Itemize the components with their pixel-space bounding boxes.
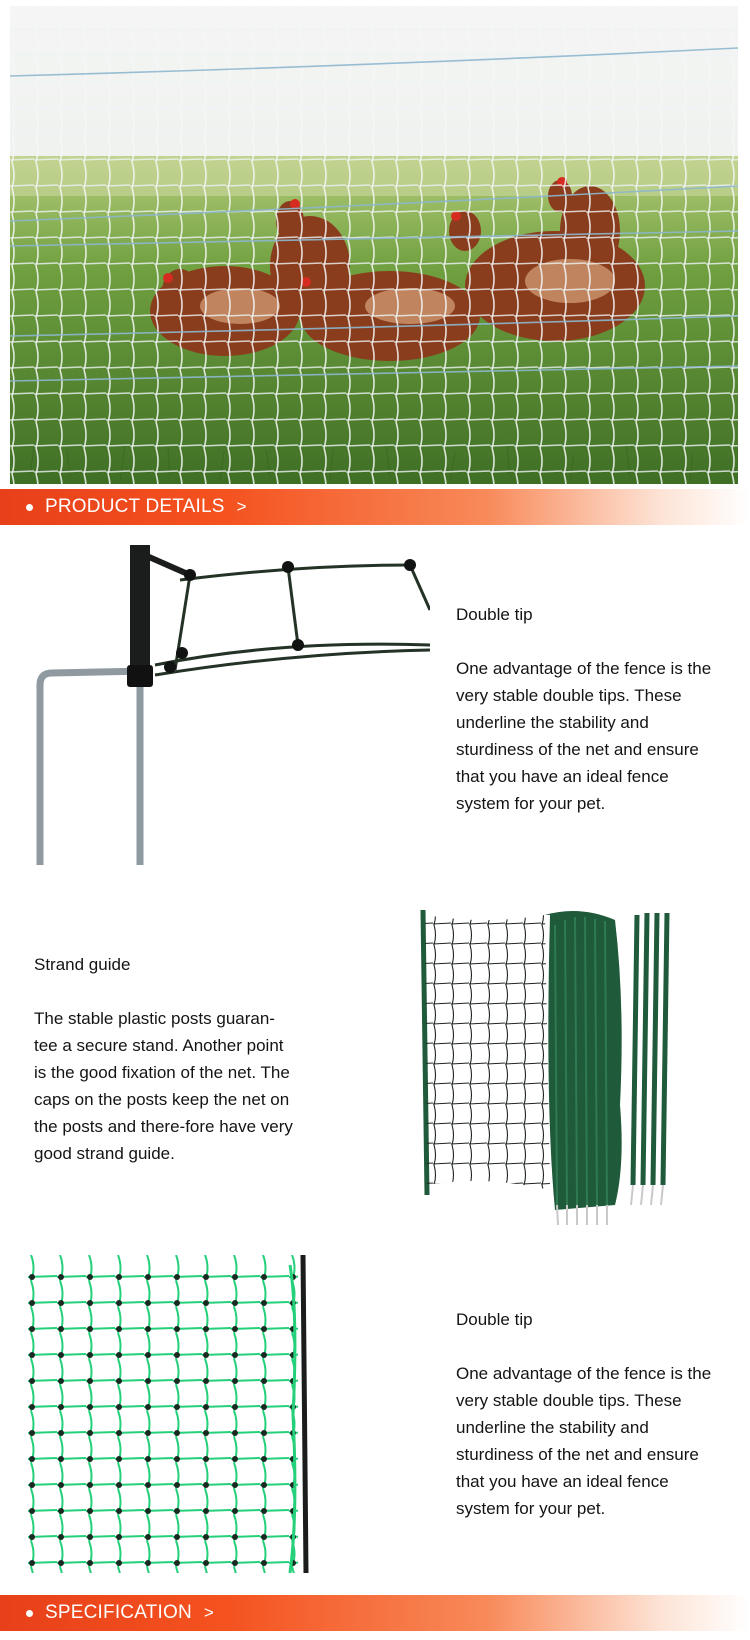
feature-1-title: Double tip	[456, 605, 533, 624]
chevron-right-icon: >	[203, 1603, 215, 1622]
banner-title: PRODUCT DETAILS	[45, 496, 225, 517]
feature-3-text	[456, 1306, 726, 1522]
feature-3-title: Double tip	[456, 1310, 533, 1329]
chevron-right-icon: >	[236, 497, 247, 516]
bullet-icon	[26, 1610, 33, 1617]
feature-2-body: The stable plastic posts guaran-tee a secure stand. Another point is the good fixation of the net. The caps on the posts keep the net on the posts and there-fore have very good strand guide.	[34, 1009, 293, 1163]
double-tip-image	[30, 545, 430, 865]
net-with-posts-image	[415, 905, 695, 1225]
feature-1-body: One advantage of the fence is the very stable double tips. These underline the stability and sturdiness of the net and ensure that you have an ideal fence system for your pet.	[456, 659, 712, 813]
banner-title: SPECIFICATION	[45, 1602, 192, 1623]
feature-2-text	[34, 951, 296, 1167]
bullet-icon	[26, 504, 33, 511]
feature-1-text	[456, 601, 726, 817]
feature-2-title: Strand guide	[34, 955, 131, 974]
hero-image	[10, 6, 738, 484]
specification-banner	[0, 1595, 750, 1631]
feature-3-body: One advantage of the fence is the very stable double tips. These underline the stability and sturdiness of the net and ensure that you have an ideal fence system for your pet.	[456, 1364, 712, 1518]
green-net-image	[28, 1255, 323, 1573]
product-details-banner	[0, 489, 750, 525]
